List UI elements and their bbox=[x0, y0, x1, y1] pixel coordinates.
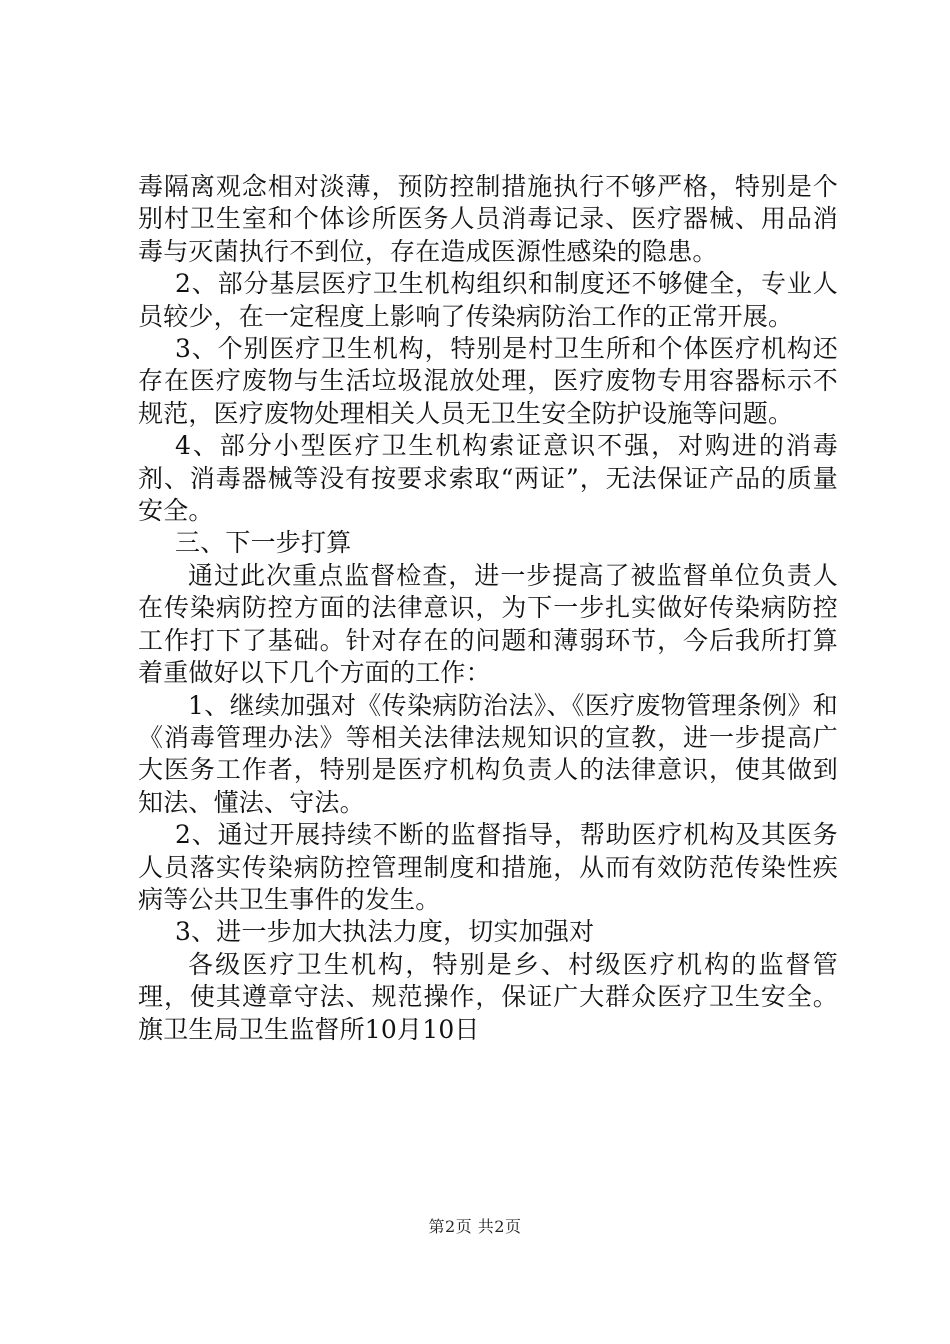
paragraph-continued: 毒隔离观念相对淡薄，预防控制措施执行不够严格，特别是个别村卫生室和个体诊所医务人员消毒记录、医疗器械、用品消毒与灭菌执行不到位，存在造成医源性感染的隐患。 bbox=[138, 172, 838, 266]
page-number-footer: 第2页 共2页 bbox=[428, 1217, 522, 1236]
paragraph-closing-signature: 各级医疗卫生机构，特别是乡、村级医疗机构的监督管理，使其遵章守法、规范操作，保证广大群众医疗卫生安全。旗卫生局卫生监督所10月10日 bbox=[138, 949, 838, 1044]
document-body bbox=[138, 171, 838, 1046]
paragraph-plan-1: 1、继续加强对《传染病防治法》、《医疗废物管理条例》和《消毒管理办法》等相关法律法规知识的宣教，进一步提高广大医务工作者，特别是医疗机构负责人的法律意识，使其做到知法、懂法、守法。 bbox=[138, 690, 838, 817]
paragraph-next-steps-intro: 通过此次重点监督检查，进一步提高了被监督单位负责人在传染病防控方面的法律意识，为下一步扎实做好传染病防控工作打下了基础。针对存在的问题和薄弱环节，今后我所打算着重做好以下几个方面的工作： bbox=[138, 560, 838, 688]
section-heading-next-steps: 三、下一步打算 bbox=[175, 528, 352, 558]
paragraph-plan-2: 2、通过开展持续不断的监督指导，帮助医疗机构及其医务人员落实传染病防控管理制度和措施，从而有效防范传染性疾病等公共卫生事件的发生。 bbox=[138, 820, 838, 914]
paragraph-issue-4: 4、部分小型医疗卫生机构索证意识不强，对购进的消毒剂、消毒器械等没有按要求索取“两证”，无法保证产品的质量安全。 bbox=[138, 431, 838, 526]
paragraph-plan-3: 3、进一步加大执法力度，切实加强对 bbox=[175, 917, 595, 947]
paragraph-issue-3: 3、个别医疗卫生机构，特别是村卫生所和个体医疗机构还存在医疗废物与生活垃圾混放处理，医疗废物专用容器标示不规范，医疗废物处理相关人员无卫生安全防护设施等问题。 bbox=[138, 334, 838, 428]
paragraph-issue-2: 2、部分基层医疗卫生机构组织和制度还不够健全，专业人员较少，在一定程度上影响了传染病防治工作的正常开展。 bbox=[138, 269, 838, 331]
